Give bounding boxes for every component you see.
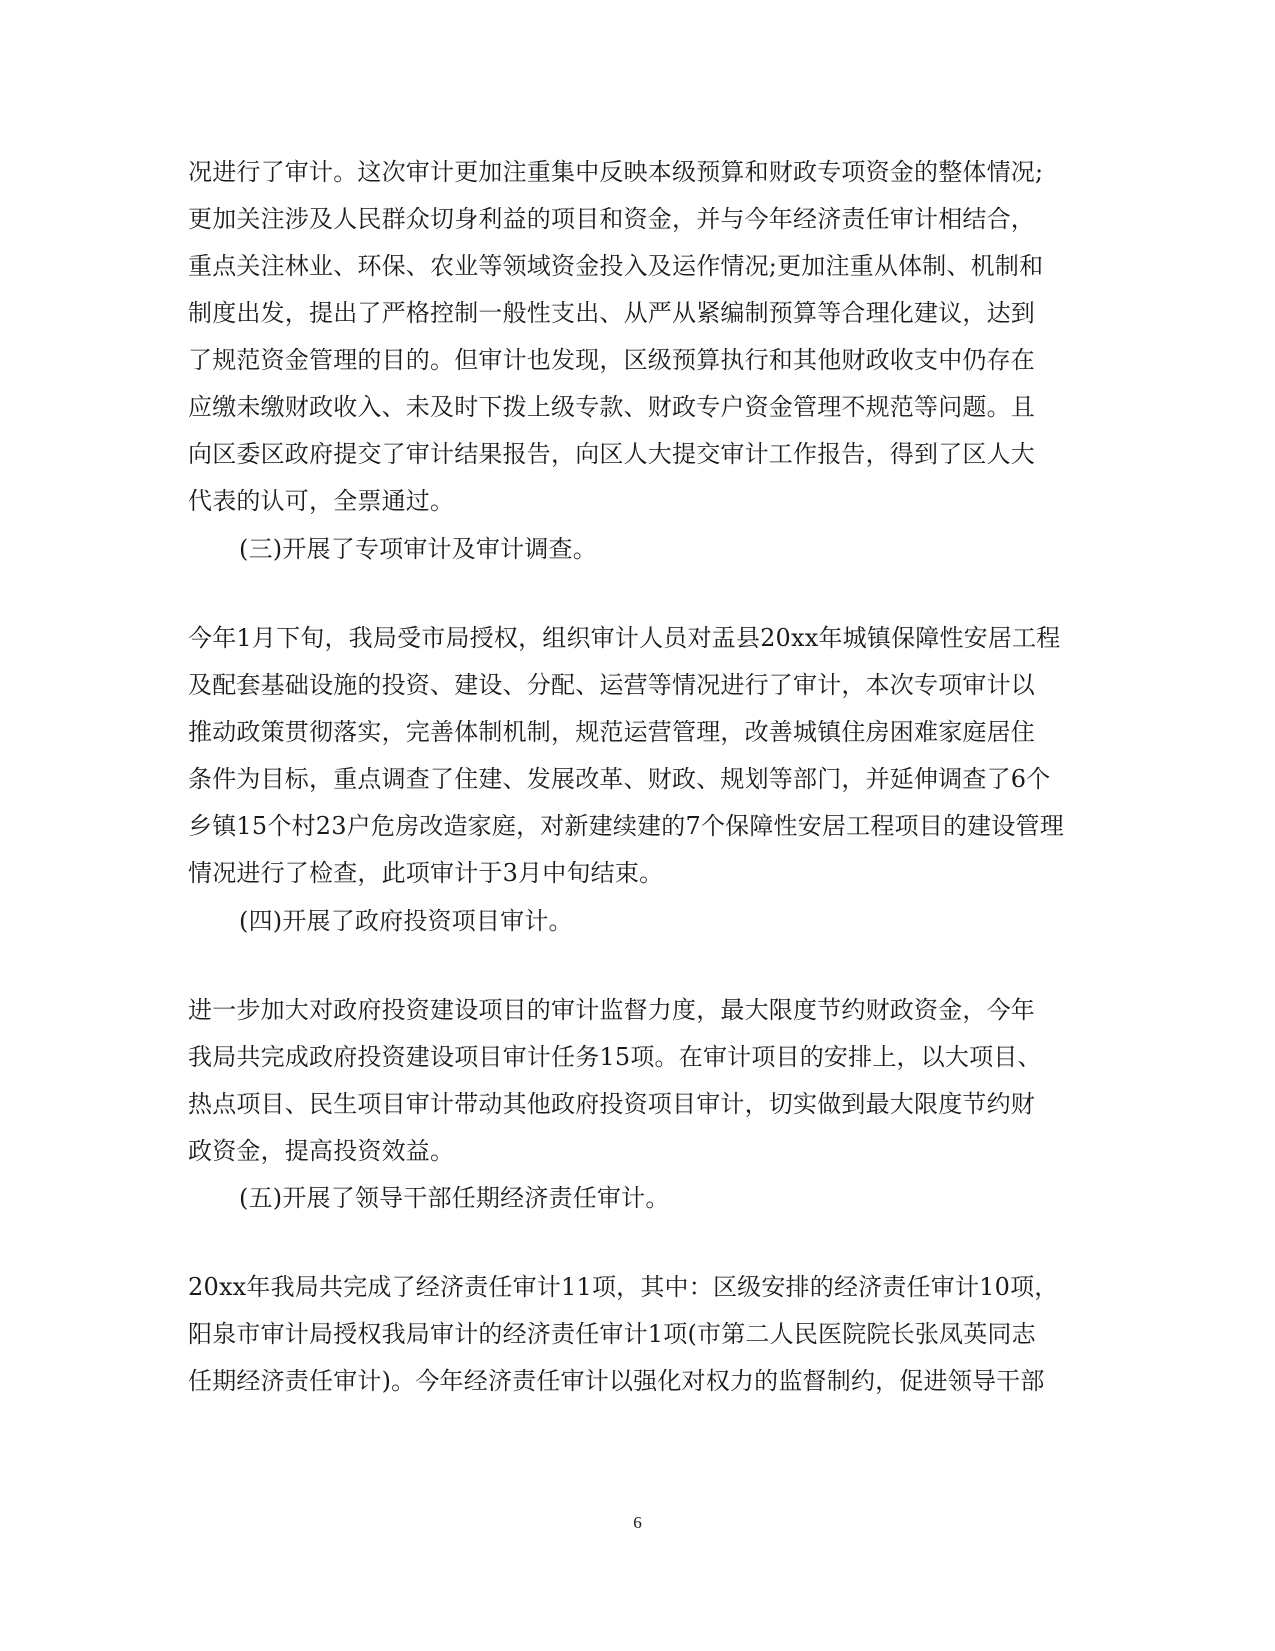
section-heading-4: (四)开展了政府投资项目审计。: [239, 907, 573, 935]
paragraph-1-line-8: 代表的认可，全票通过。: [188, 487, 455, 515]
section-heading-3: (三)开展了专项审计及审计调查。: [239, 535, 597, 563]
paragraph-4-line-2: 阳泉市审计局授权我局审计的经济责任审计1项(市第二人民医院院长张凤英同志: [188, 1320, 1036, 1348]
paragraph-4-line-3: 任期经济责任审计)。今年经济责任审计以强化对权力的监督制约，促进领导干部: [188, 1367, 1045, 1395]
paragraph-4-line-1: 20xx年我局共完成了经济责任审计11项，其中：区级安排的经济责任审计10项，: [188, 1273, 1059, 1301]
paragraph-3-line-1: 进一步加大对政府投资建设项目的审计监督力度，最大限度节约财政资金，今年: [188, 996, 1035, 1024]
paragraph-2-line-1: 今年1月下旬，我局受市局授权，组织审计人员对盂县20xx年城镇保障性安居工程: [188, 624, 1061, 652]
section-heading-5: (五)开展了领导干部任期经济责任审计。: [239, 1184, 670, 1212]
paragraph-3-line-3: 热点项目、民生项目审计带动其他政府投资项目审计，切实做到最大限度节约财: [188, 1090, 1035, 1118]
page-number: 6: [633, 1513, 642, 1532]
paragraph-1-line-7: 向区委区政府提交了审计结果报告，向区人大提交审计工作报告，得到了区人大: [188, 440, 1035, 468]
paragraph-2-line-3: 推动政策贯彻落实，完善体制机制，规范运营管理，改善城镇住房困难家庭居住: [188, 718, 1035, 746]
paragraph-1-line-2: 更加关注涉及人民群众切身利益的项目和资金，并与今年经济责任审计相结合，: [188, 205, 1035, 233]
paragraph-2-line-2: 及配套基础设施的投资、建设、分配、运营等情况进行了审计，本次专项审计以: [188, 671, 1035, 699]
paragraph-1-line-3: 重点关注林业、环保、农业等领域资金投入及运作情况;更加注重从体制、机制和: [188, 252, 1044, 280]
paragraph-3-line-4: 政资金，提高投资效益。: [188, 1137, 455, 1165]
paragraph-1-line-6: 应缴未缴财政收入、未及时下拨上级专款、财政专户资金管理不规范等问题。且: [188, 393, 1035, 421]
paragraph-1-line-1: 况进行了审计。这次审计更加注重集中反映本级预算和财政专项资金的整体情况;: [188, 158, 1044, 186]
paragraph-1-line-4: 制度出发，提出了严格控制一般性支出、从严从紧编制预算等合理化建议，达到: [188, 299, 1035, 327]
paragraph-1-line-5: 了规范资金管理的目的。但审计也发现，区级预算执行和其他财政收支中仍存在: [188, 346, 1035, 374]
paragraph-2-line-5: 乡镇15个村23户危房改造家庭，对新建续建的7个保障性安居工程项目的建设管理: [188, 812, 1064, 840]
paragraph-3-line-2: 我局共完成政府投资建设项目审计任务15项。在审计项目的安排上，以大项目、: [188, 1043, 1042, 1071]
paragraph-2-line-4: 条件为目标，重点调查了住建、发展改革、财政、规划等部门，并延伸调查了6个: [188, 765, 1051, 793]
paragraph-2-line-6: 情况进行了检查，此项审计于3月中旬结束。: [188, 859, 664, 887]
